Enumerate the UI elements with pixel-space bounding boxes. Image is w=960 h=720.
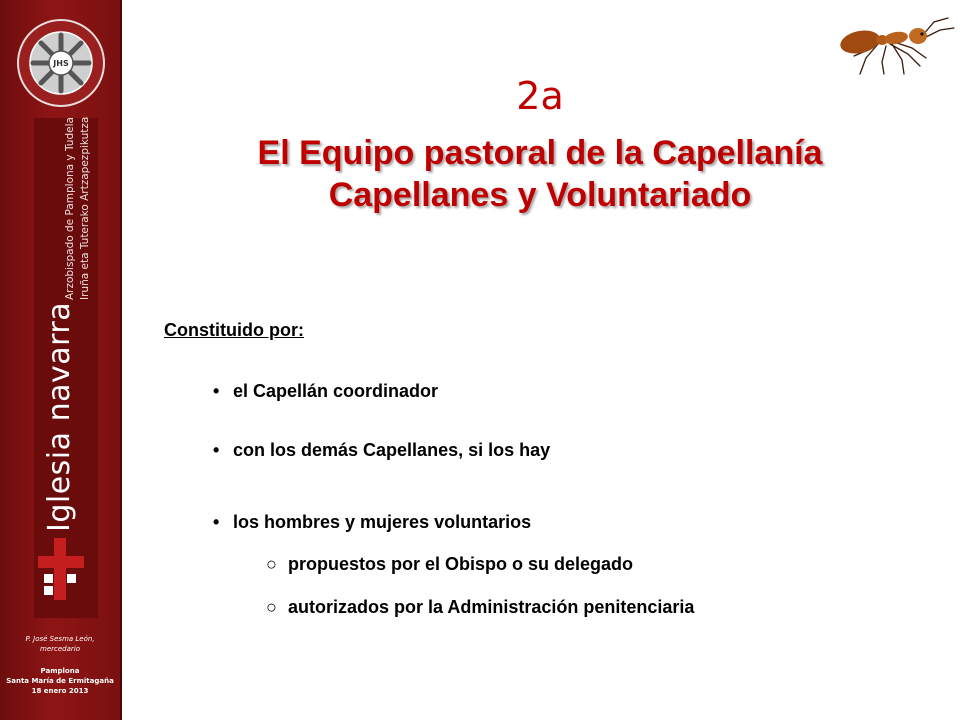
place-date-credit (0, 666, 120, 696)
bullet-dot-icon: • (213, 440, 220, 460)
page-subtitle: Capellanes y Voluntariado (328, 176, 752, 214)
ant-icon (838, 14, 958, 78)
bullet-ring-icon: ○ (266, 597, 277, 617)
sub-list-item (266, 554, 633, 575)
bullet-dot-icon: • (213, 512, 220, 532)
list-item (213, 440, 550, 461)
seal-emblem-icon (16, 18, 106, 108)
brand-subtitle-1: Arzobispado de Pamplona y Tudela (64, 117, 76, 300)
cross-logo-icon (38, 538, 84, 600)
content-heading: Constituido por: (164, 320, 304, 340)
sub-list-item-text: autorizados por la Administración penitenciaria (288, 597, 695, 617)
page-title: El Equipo pastoral de la Capellanía (257, 134, 823, 172)
parish: Santa María de Ermitagaña (6, 677, 114, 685)
bullet-dot-icon: • (213, 381, 220, 401)
sidebar (0, 0, 122, 720)
author-name: P. José Sesma León, (25, 635, 95, 643)
seal-text: JHS (53, 59, 69, 68)
brand-subtitle-2: Iruña eta Tuterako Artzapezpikutza (79, 116, 91, 300)
sub-list-item-text: propuestos por el Obispo o su delegado (288, 554, 634, 574)
author-order: mercedario (40, 645, 80, 653)
list-item-text: el Capellán coordinador (233, 381, 439, 401)
section-number: 2a (516, 74, 564, 118)
brand-title: Iglesia navarra (42, 301, 77, 532)
list-item-text: los hombres y mujeres voluntarios (233, 512, 532, 532)
sub-list-item (266, 597, 694, 618)
list-item (213, 381, 438, 402)
bullet-ring-icon: ○ (266, 554, 277, 574)
city: Pamplona (40, 667, 80, 675)
author-credit (0, 634, 120, 654)
list-item-text: con los demás Capellanes, si los hay (233, 440, 551, 460)
list-item (213, 512, 531, 533)
date: 18 enero 2013 (31, 687, 89, 695)
